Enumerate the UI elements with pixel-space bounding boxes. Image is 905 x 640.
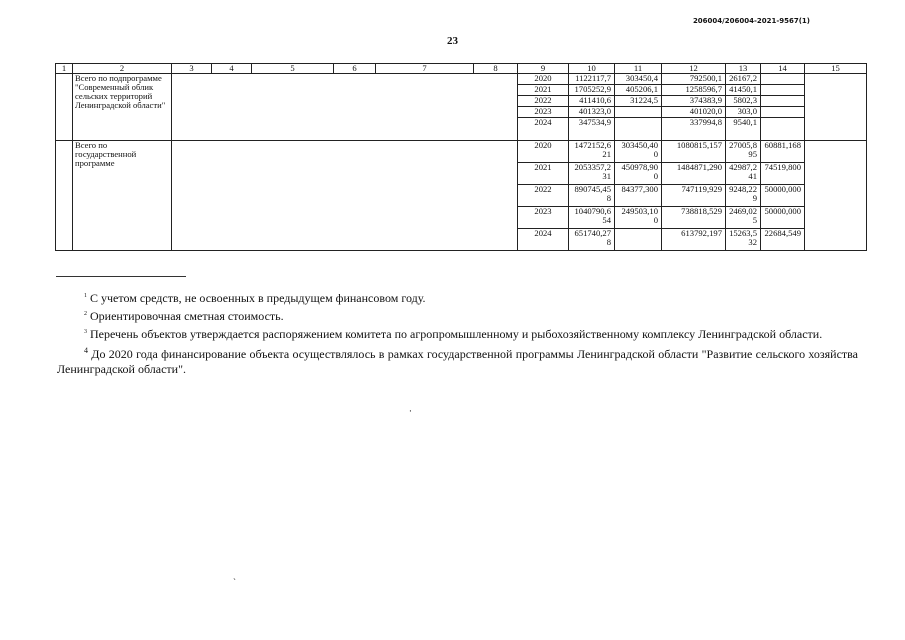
empty-cell <box>805 141 867 251</box>
year-cell: 2023 <box>518 207 569 229</box>
empty-cell <box>172 74 518 141</box>
col-header: 11 <box>615 64 662 74</box>
value-cell: 9248,229 <box>726 185 761 207</box>
value-cell: 1122117,7 <box>569 74 615 85</box>
col-header: 9 <box>518 64 569 74</box>
value-cell: 374383,9 <box>662 96 726 107</box>
footnote-mark: 2 <box>84 311 87 317</box>
value-cell: 303450,400 <box>615 141 662 163</box>
value-cell: 41450,1 <box>726 85 761 96</box>
footnote <box>57 307 858 324</box>
column-number-row <box>56 64 867 74</box>
page-number: 23 <box>447 35 458 47</box>
value-cell: 27005,895 <box>726 141 761 163</box>
col-header: 2 <box>73 64 172 74</box>
year-cell: 2024 <box>518 118 569 141</box>
footnote-text: Ориентировочная сметная стоимость. <box>90 309 284 323</box>
footnote <box>57 343 858 377</box>
value-cell: 31224,5 <box>615 96 662 107</box>
document-id: 206004/206004-2021-9567(1) <box>692 17 810 25</box>
year-cell: 2022 <box>518 185 569 207</box>
stray-mark: · <box>409 407 412 417</box>
value-cell: 792500,1 <box>662 74 726 85</box>
value-cell: 303450,4 <box>615 74 662 85</box>
value-cell: 303,0 <box>726 107 761 118</box>
col-header: 5 <box>252 64 334 74</box>
footnote-separator <box>56 276 186 277</box>
col-header: 4 <box>212 64 252 74</box>
value-cell: 613792,197 <box>662 229 726 251</box>
footnote-mark: 3 <box>84 329 87 335</box>
col-header: 6 <box>334 64 376 74</box>
value-cell: 2053357,231 <box>569 163 615 185</box>
value-cell: 1705252,9 <box>569 85 615 96</box>
empty-cell <box>56 141 73 251</box>
table-row <box>56 141 867 163</box>
value-cell: 1080815,157 <box>662 141 726 163</box>
value-cell <box>761 107 805 118</box>
year-cell: 2020 <box>518 74 569 85</box>
value-cell <box>615 118 662 141</box>
year-cell: 2023 <box>518 107 569 118</box>
col-header: 10 <box>569 64 615 74</box>
value-cell: 60881,168 <box>761 141 805 163</box>
col-header: 3 <box>172 64 212 74</box>
value-cell <box>615 107 662 118</box>
value-cell: 347534,9 <box>569 118 615 141</box>
year-cell: 2020 <box>518 141 569 163</box>
footnotes <box>57 289 858 378</box>
value-cell: 747119,929 <box>662 185 726 207</box>
year-cell: 2021 <box>518 163 569 185</box>
col-header: 13 <box>726 64 761 74</box>
stray-mark: ˏ <box>233 571 236 581</box>
col-header: 7 <box>376 64 474 74</box>
value-cell: 42987,241 <box>726 163 761 185</box>
value-cell: 651740,278 <box>569 229 615 251</box>
value-cell <box>761 85 805 96</box>
year-cell: 2024 <box>518 229 569 251</box>
value-cell: 1258596,7 <box>662 85 726 96</box>
value-cell: 1484871,290 <box>662 163 726 185</box>
footnote-mark: 4 <box>84 346 88 355</box>
value-cell: 84377,300 <box>615 185 662 207</box>
col-header: 12 <box>662 64 726 74</box>
row-group-label: Всего по государственной программе <box>73 141 172 251</box>
value-cell: 450978,900 <box>615 163 662 185</box>
value-cell: 9540,1 <box>726 118 761 141</box>
empty-cell <box>172 141 518 251</box>
footnote <box>57 325 858 342</box>
empty-cell <box>56 74 73 141</box>
footnote-text: С учетом средств, не освоенных в предыдущем финансовом году. <box>90 291 426 305</box>
value-cell: 405206,1 <box>615 85 662 96</box>
value-cell: 22684,549 <box>761 229 805 251</box>
value-cell: 15263,532 <box>726 229 761 251</box>
year-cell: 2021 <box>518 85 569 96</box>
value-cell <box>615 229 662 251</box>
value-cell: 1472152,621 <box>569 141 615 163</box>
empty-cell <box>805 74 867 141</box>
footnote <box>57 289 858 306</box>
value-cell: 26167,2 <box>726 74 761 85</box>
value-cell: 890745,458 <box>569 185 615 207</box>
value-cell: 74519,800 <box>761 163 805 185</box>
year-cell: 2022 <box>518 96 569 107</box>
value-cell: 337994,8 <box>662 118 726 141</box>
footnote-text: До 2020 года финансирование объекта осуществлялось в рамках государственной программы Ленинградской области "Развитие сельского хозяйства Ленинградской области". <box>57 347 859 376</box>
row-group-label: Всего по подпрограмме "Современный облик сельских территорий Ленинградской области" <box>73 74 172 141</box>
col-header: 1 <box>56 64 73 74</box>
budget-table <box>55 63 867 251</box>
value-cell: 50000,000 <box>761 207 805 229</box>
value-cell <box>761 74 805 85</box>
value-cell: 401323,0 <box>569 107 615 118</box>
col-header: 8 <box>474 64 518 74</box>
value-cell <box>761 118 805 141</box>
table-row <box>56 74 867 85</box>
value-cell: 738818,529 <box>662 207 726 229</box>
value-cell <box>761 96 805 107</box>
footnote-text: Перечень объектов утверждается распоряжением комитета по агропромышленному и рыбохозяйственному комплексу Ленинградской области. <box>90 327 823 341</box>
value-cell: 2469,025 <box>726 207 761 229</box>
value-cell: 5802,3 <box>726 96 761 107</box>
footnote-mark: 1 <box>84 293 87 299</box>
value-cell: 249503,100 <box>615 207 662 229</box>
value-cell: 1040790,654 <box>569 207 615 229</box>
col-header: 14 <box>761 64 805 74</box>
col-header: 15 <box>805 64 867 74</box>
value-cell: 401020,0 <box>662 107 726 118</box>
value-cell: 411410,6 <box>569 96 615 107</box>
value-cell: 50000,000 <box>761 185 805 207</box>
